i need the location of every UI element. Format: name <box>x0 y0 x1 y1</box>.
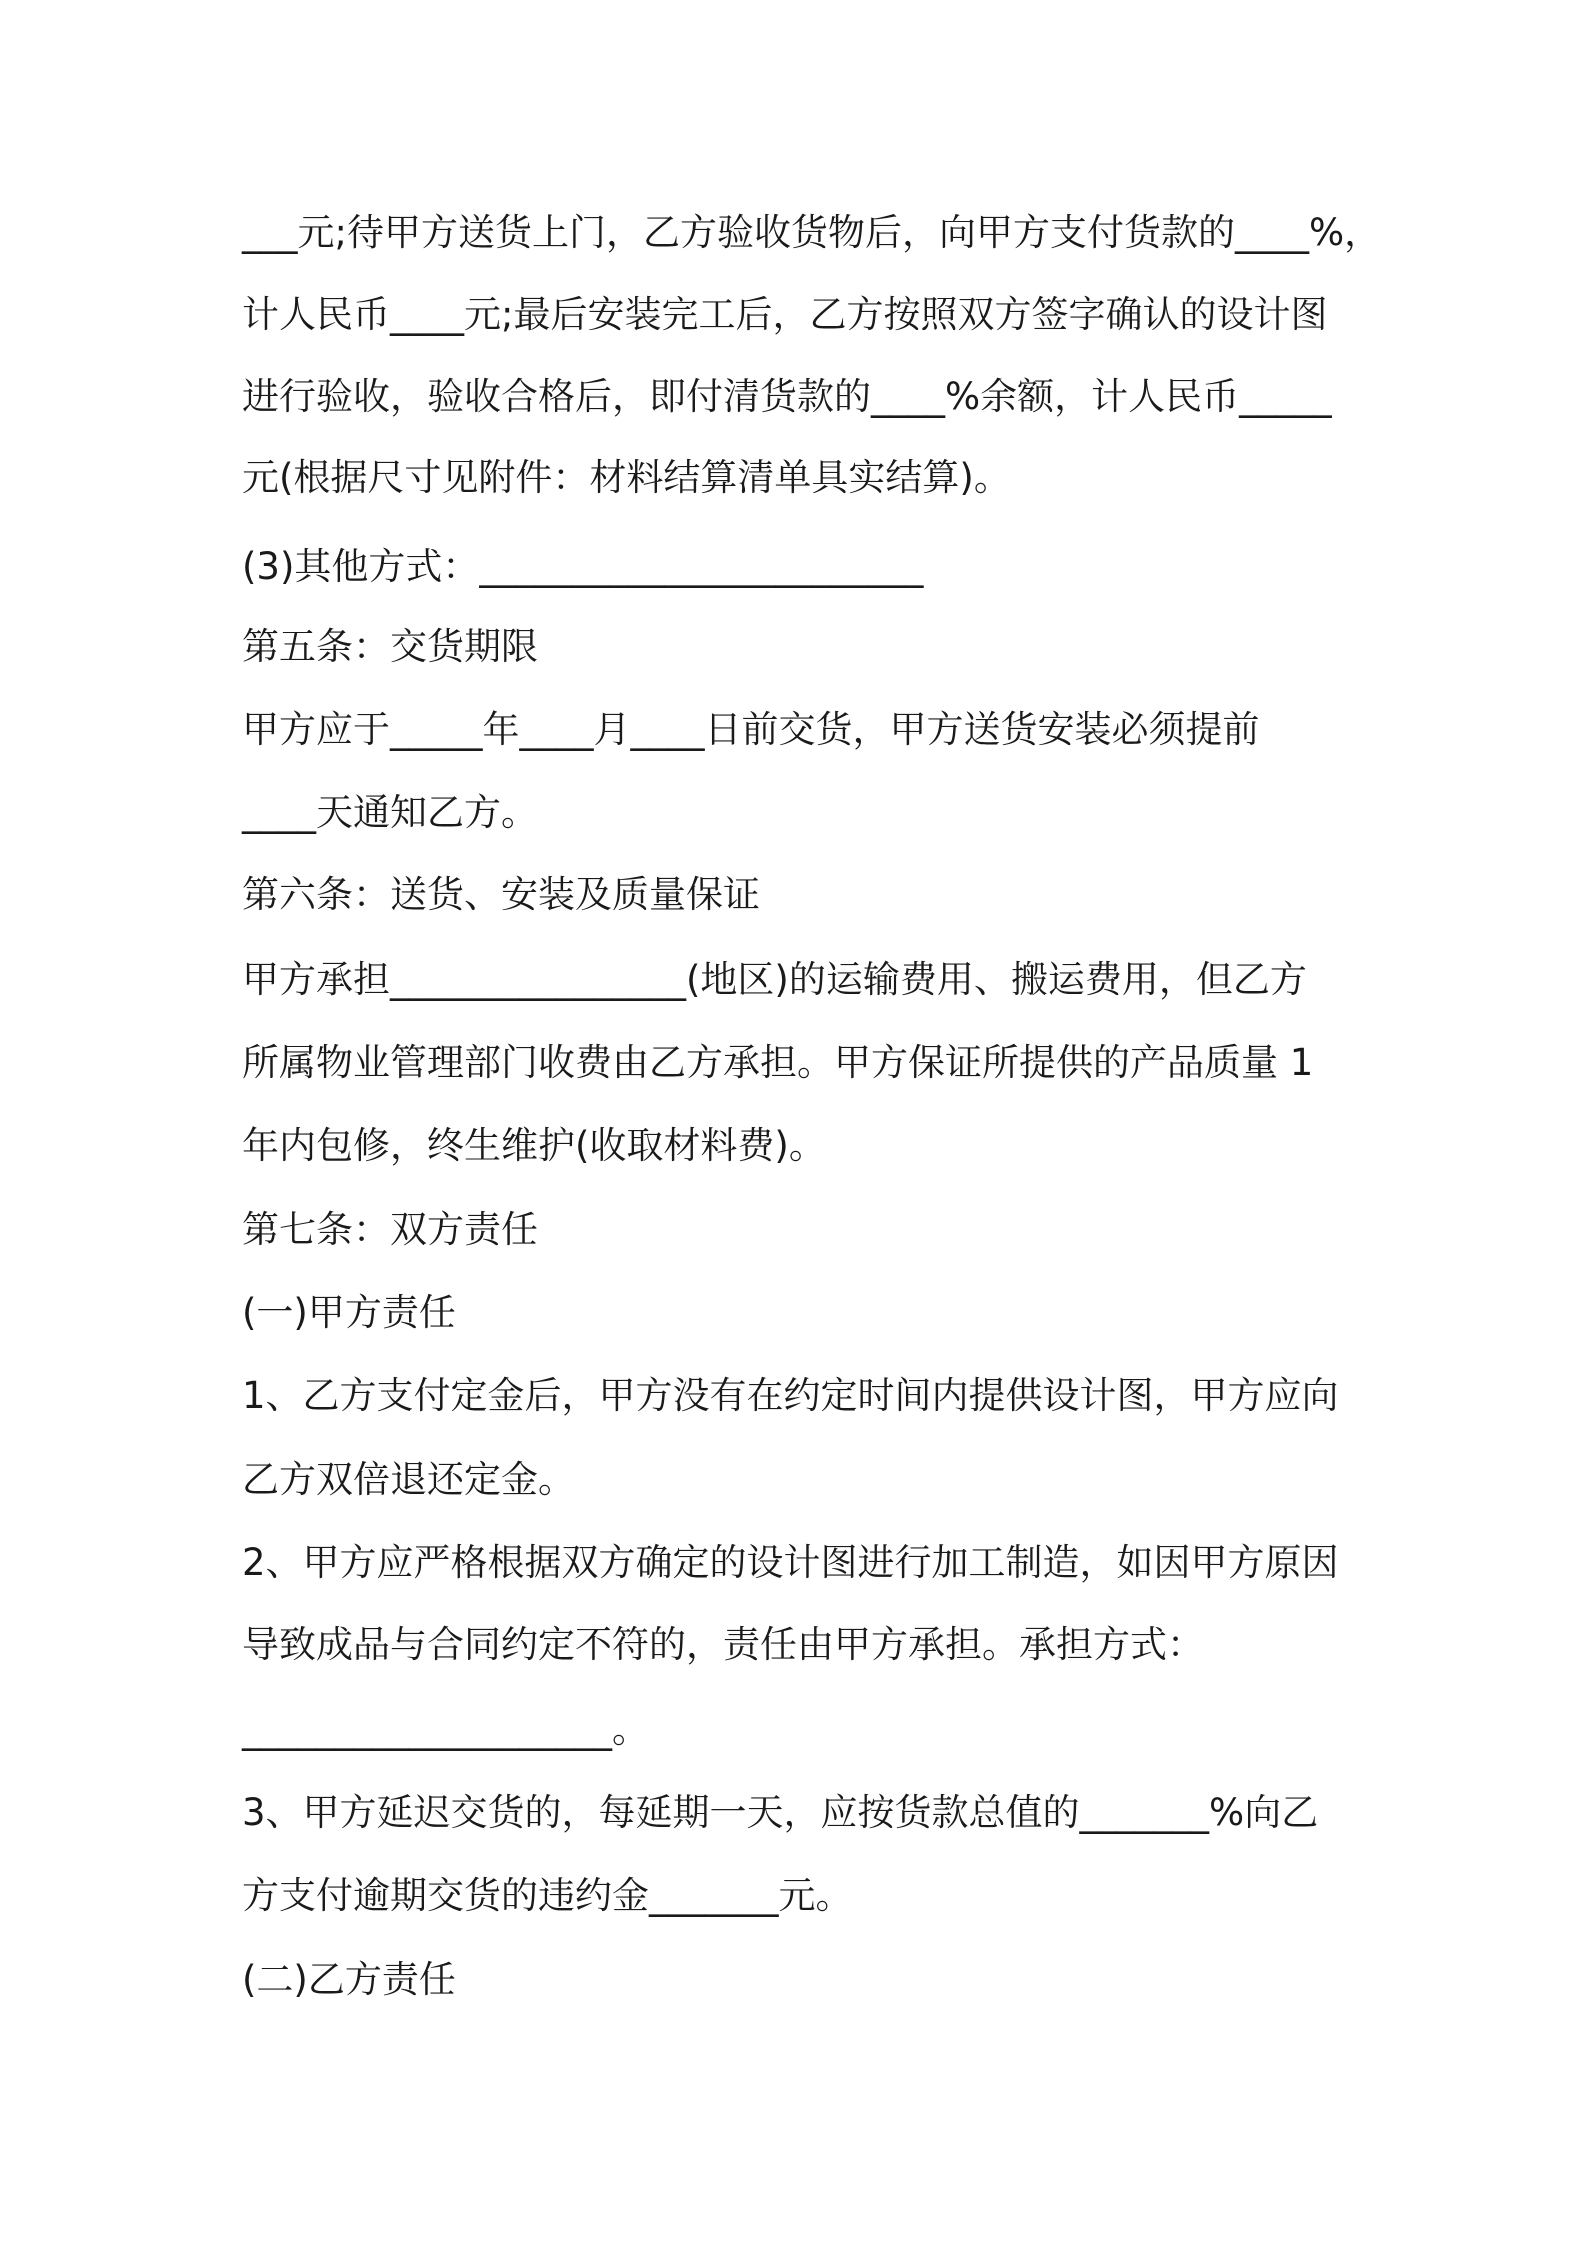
section-heading: 第五条：交货期限 <box>242 625 538 668</box>
text-line: 进行验收，验收合格后，即付清货款的____%余额，计人民币_____ <box>242 375 1332 418</box>
text-line: ___元;待甲方送货上门，乙方验收货物后，向甲方支付货款的____%， <box>242 211 1382 254</box>
text-line: 甲方承担________________(地区)的运输费用、搬运费用，但乙方 <box>242 958 1307 1001</box>
text-line: 1、乙方支付定金后，甲方没有在约定时间内提供设计图，甲方应向 <box>242 1374 1339 1417</box>
text-line: 元(根据尺寸见附件：材料结算清单具实结算)。 <box>242 456 1011 499</box>
subsection-heading: (一)甲方责任 <box>242 1291 456 1334</box>
section-heading: 第七条：双方责任 <box>242 1208 538 1251</box>
text-line: 导致成品与合同约定不符的，责任由甲方承担。承担方式： <box>242 1623 1204 1666</box>
text-line: 年内包修，终生维护(收取材料费)。 <box>242 1124 826 1167</box>
section-heading: 第六条：送货、安装及质量保证 <box>242 873 760 916</box>
text-line: 方支付逾期交货的违约金_______元。 <box>242 1874 853 1917</box>
text-line: 2、甲方应严格根据双方确定的设计图进行加工制造，如因甲方原因 <box>242 1541 1339 1584</box>
text-line: 甲方应于_____年____月____日前交货，甲方送货安装必须提前 <box>242 708 1260 751</box>
text-line: ____天通知乙方。 <box>242 791 538 834</box>
text-line: 所属物业管理部门收费由乙方承担。甲方保证所提供的产品质量 1 <box>242 1041 1314 1084</box>
text-line: 计人民币____元;最后安装完工后，乙方按照双方签字确认的设计图 <box>242 293 1328 336</box>
text-line: 3、甲方延迟交货的，每延期一天，应按货款总值的_______%向乙 <box>242 1791 1319 1834</box>
text-line: (3)其他方式：________________________ <box>242 545 924 588</box>
text-line: ____________________。 <box>242 1708 649 1751</box>
subsection-heading: (二)乙方责任 <box>242 1958 456 2001</box>
text-line: 乙方双倍退还定金。 <box>242 1458 575 1501</box>
